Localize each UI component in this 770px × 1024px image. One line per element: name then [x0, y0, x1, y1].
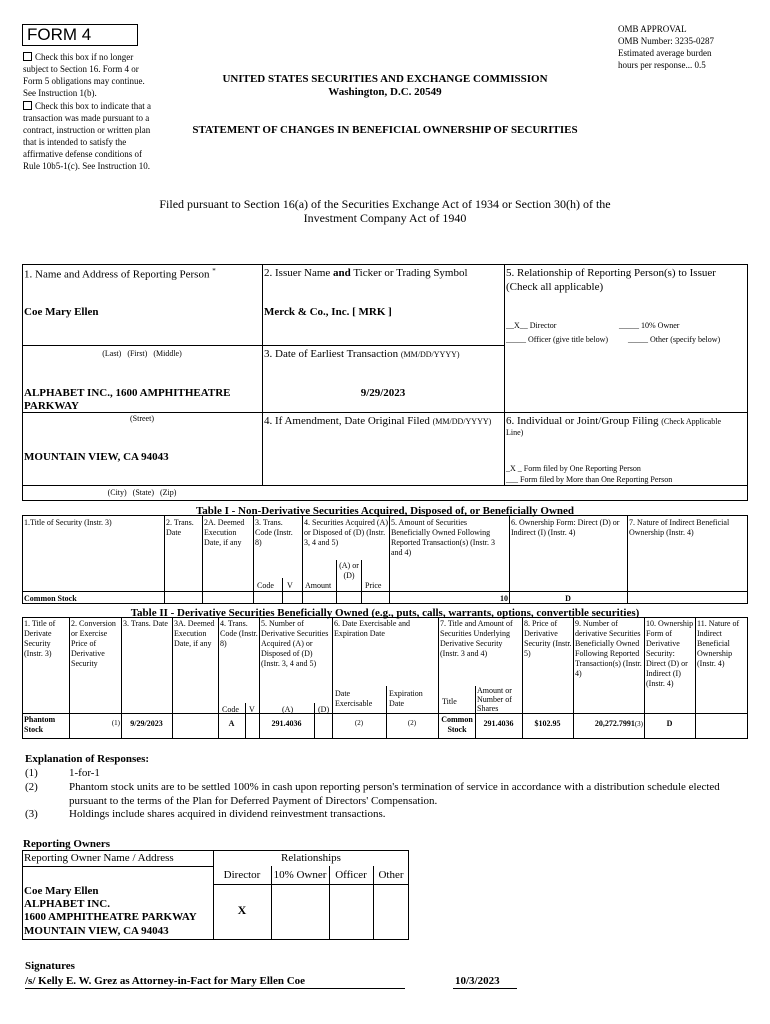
reporting-person-name: Coe Mary Ellen	[24, 306, 99, 318]
t1-row-security: Common Stock	[24, 594, 77, 603]
owners-col-relationships: Relationships	[281, 852, 341, 864]
t2-row-exercisable: (2)	[354, 719, 364, 727]
section16-checkbox[interactable]	[23, 52, 32, 61]
name-caption: (Last) (First) (Middle)	[102, 349, 182, 358]
signature-date-line	[453, 988, 517, 989]
owners-col-director: Director	[223, 869, 261, 881]
t2-col-code: 4. Trans. Code (Instr. 8)	[220, 619, 258, 648]
owner-director-mark: X	[237, 903, 247, 917]
explanation-n1: (1)	[25, 767, 38, 779]
box4-label: 4. If Amendment, Date Original Filed (MM/DD/YYYY)	[264, 415, 492, 427]
reporting-city: MOUNTAIN VIEW, CA 94043	[24, 451, 169, 463]
city-caption: (City) (State) (Zip)	[107, 488, 177, 497]
omb-hours: hours per response... 0.5	[618, 60, 706, 70]
check-10b5: Check this box to indicate that a transaction was made pursuant to a contract, instruction or written plan that is intended to satisfy the affirmative defense conditions of Rule 10b5-1(c). See Instruction 10.	[23, 101, 151, 171]
t2-col-nature: 11. Nature of Indirect Beneficial Ownership (Instr. 4)	[697, 619, 740, 668]
t2-row-form: D	[666, 719, 673, 728]
owners-col-name: Reporting Owner Name / Address	[24, 852, 174, 864]
t1-col-nature: 7. Nature of Indirect Beneficial Ownership (Instr. 4)	[629, 518, 730, 537]
t2-col-underlying: 7. Title and Amount of Securities Underlying Derivative Security (Instr. 3 and 4)	[440, 619, 513, 658]
signature-date: 10/3/2023	[455, 975, 500, 987]
t1-col-deemed: 2A. Deemed Execution Date, if any	[204, 518, 245, 547]
t2-sub-title: Title	[442, 697, 457, 706]
t2-sub-v: V	[249, 705, 255, 714]
rule-10b5-checkbox[interactable]	[23, 101, 32, 110]
relationship-officer[interactable]: _____ Officer (give title below)	[506, 335, 609, 344]
signature-text: /s/ Kelly E. W. Grez as Attorney-in-Fact for Mary Ellen Coe	[25, 975, 306, 987]
t2-row-price: $102.95	[534, 719, 561, 728]
owner-line-company: ALPHABET INC.	[24, 898, 110, 910]
t2-row-title: Common Stock	[441, 715, 473, 734]
omb-number: OMB Number: 3235-0287	[618, 36, 714, 46]
signatures-title: Signatures	[25, 960, 75, 972]
t2-sub-exercisable: Date Exercisable	[335, 689, 373, 708]
explanation-n3: (3)	[25, 808, 38, 820]
t2-col-conversion: 2. Conversion or Exercise Price of Derivative Security	[71, 619, 116, 668]
relationship-other[interactable]: _____ Other (specify below)	[628, 335, 721, 344]
t2-sub-d: (D)	[318, 705, 330, 714]
t2-row-conversion: (1)	[111, 719, 120, 727]
t2-sub-a: (A)	[282, 705, 294, 714]
t2-col-owned: 9. Number of derivative Securities Beneficially Owned Following Reported Transaction(s) (Instr. 4)	[575, 619, 642, 678]
explanation-text1: 1-for-1	[69, 767, 100, 779]
t1-sub-code: Code	[257, 581, 274, 590]
filed-pursuant-line1: Filed pursuant to Section 16(a) of the Securities Exchange Act of 1934 or Section 30(h) of the	[159, 197, 611, 211]
filing-one-person[interactable]: _X _ Form filed by One Reporting Person	[506, 464, 641, 473]
relationship-ten-percent[interactable]: _____ 10% Owner	[619, 321, 680, 330]
box5-label: 5. Relationship of Reporting Person(s) to Issuer	[506, 267, 716, 279]
t2-row-shares: 291.4036	[483, 719, 514, 728]
owner-line-street: 1600 AMPHITHEATRE PARKWAY	[24, 911, 197, 923]
table2-title: Table II - Derivative Securities Beneficially Owned (e.g., puts, calls, warrants, options, convertible securities)	[130, 607, 640, 619]
t2-col-title: 1. Title of Derivate Security (Instr. 3)	[24, 619, 56, 658]
signature-line	[25, 988, 405, 989]
t1-col-amount: 5. Amount of Securities Beneficially Owned Following Reported Transaction(s) (Instr. 3 and 4)	[391, 518, 495, 557]
t2-row-owned: 20,272.7991(3)	[594, 719, 643, 728]
explanation-text2: Phantom stock units are to be settled 100% in cash upon reporting person's termination of service in accordance with a distribution schedule elected	[69, 781, 720, 793]
reporting-street: ALPHABET INC., 1600 AMPHITHEATRE PARKWAY	[24, 387, 231, 412]
t1-col-acquired: 4. Securities Acquired (A) or Disposed of (D) (Instr. 3, 4 and 5)	[304, 518, 388, 547]
explanation-text2-cont: pursuant to the terms of the Plan for Deferred Payment of Directors' Compensation.	[69, 795, 438, 807]
box6-sub-line: Line)	[506, 428, 524, 437]
t2-sub-shares: Amount or Number of Shares	[477, 686, 512, 713]
street-caption: (Street)	[130, 414, 154, 423]
box1-label: 1. Name and Address of Reporting Person *	[24, 267, 216, 281]
check-section16: Check this box if no longer subject to Section 16. Form 4 or Form 5 obligations may continue. See Instruction 1(b).	[23, 52, 145, 98]
owner-line-name: Coe Mary Ellen	[24, 885, 99, 897]
owners-col-ten-percent: 10% Owner	[273, 869, 327, 881]
t2-col-form: 10. Ownership Form of Derivative Security: Direct (D) or Indirect (I) (Instr. 4)	[646, 619, 694, 688]
t1-col-title: 1.Title of Security (Instr. 3)	[24, 518, 112, 527]
t2-col-exercisable: 6. Date Exercisable and Expiration Date	[334, 619, 410, 638]
owner-line-city: MOUNTAIN VIEW, CA 94043	[24, 925, 169, 937]
t1-sub-v: V	[287, 581, 293, 590]
t1-sub-amount: Amount	[305, 581, 332, 590]
omb-approval: OMB APPROVAL	[618, 24, 687, 34]
t1-sub-aord: (A) or (D)	[339, 561, 359, 580]
t2-col-date: 3. Trans. Date	[123, 619, 168, 628]
box3-label: 3. Date of Earliest Transaction (MM/DD/YYYY)	[264, 348, 460, 360]
issuer-name: Merck & Co., Inc. [ MRK ]	[264, 306, 392, 318]
t1-row-amount-owned: 10	[500, 594, 508, 603]
t2-col-number: 5. Number of Derivative Securities Acquired (A) or Disposed of (D) (Instr. 3, 4 and 5)	[261, 619, 329, 668]
omb-burden: Estimated average burden	[618, 48, 712, 58]
explanation-title: Explanation of Responses:	[25, 753, 150, 765]
t2-col-deemed: 3A. Deemed Execution Date, if any	[174, 619, 215, 648]
t2-sub-expiration: Expiration Date	[389, 689, 423, 708]
form-title: FORM 4	[27, 25, 92, 44]
owners-title: Reporting Owners	[23, 838, 111, 850]
t2-col-price: 8. Price of Derivative Security (Instr. 5)	[524, 619, 572, 658]
t2-row-acquired: 291.4036	[271, 719, 302, 728]
box6-label: 6. Individual or Joint/Group Filing (Check Applicable	[506, 415, 721, 427]
earliest-transaction-date: 9/29/2023	[360, 387, 406, 399]
t1-row-form: D	[565, 594, 571, 603]
owners-col-officer: Officer	[335, 869, 367, 881]
t1-sub-price: Price	[365, 581, 382, 590]
explanation-n2: (2)	[25, 781, 38, 793]
t2-row-expiration: (2)	[407, 719, 417, 727]
t1-col-form: 6. Ownership Form: Direct (D) or Indirect (I) (Instr. 4)	[511, 518, 620, 537]
t2-row-security: Phantom Stock	[24, 715, 56, 734]
box5-sub: (Check all applicable)	[506, 281, 604, 293]
explanation-text3: Holdings include shares acquired in dividend reinvestment transactions.	[69, 808, 386, 820]
filing-multiple-persons[interactable]: ___ Form filed by More than One Reporting Person	[506, 475, 673, 484]
t1-col-code: 3. Trans. Code (Instr. 8)	[255, 518, 293, 547]
t2-row-code: A	[228, 719, 235, 728]
owners-col-other: Other	[378, 869, 404, 881]
t2-row-date: 9/29/2023	[130, 719, 163, 728]
t2-sub-code: Code	[222, 705, 239, 714]
relationship-director[interactable]: __X__ Director	[506, 321, 557, 330]
table1-title: Table I - Non-Derivative Securities Acquired, Disposed of, or Beneficially Owned	[195, 505, 575, 517]
filed-pursuant-line2: Investment Company Act of 1940	[303, 211, 467, 225]
box2-label: 2. Issuer Name and Ticker or Trading Symbol	[264, 267, 468, 279]
agency-name: UNITED STATES SECURITIES AND EXCHANGE COMMISSION	[222, 73, 548, 85]
statement-title: STATEMENT OF CHANGES IN BENEFICIAL OWNERSHIP OF SECURITIES	[192, 124, 578, 136]
t1-col-date: 2. Trans. Date	[166, 518, 194, 537]
agency-city: Washington, D.C. 20549	[328, 86, 442, 98]
